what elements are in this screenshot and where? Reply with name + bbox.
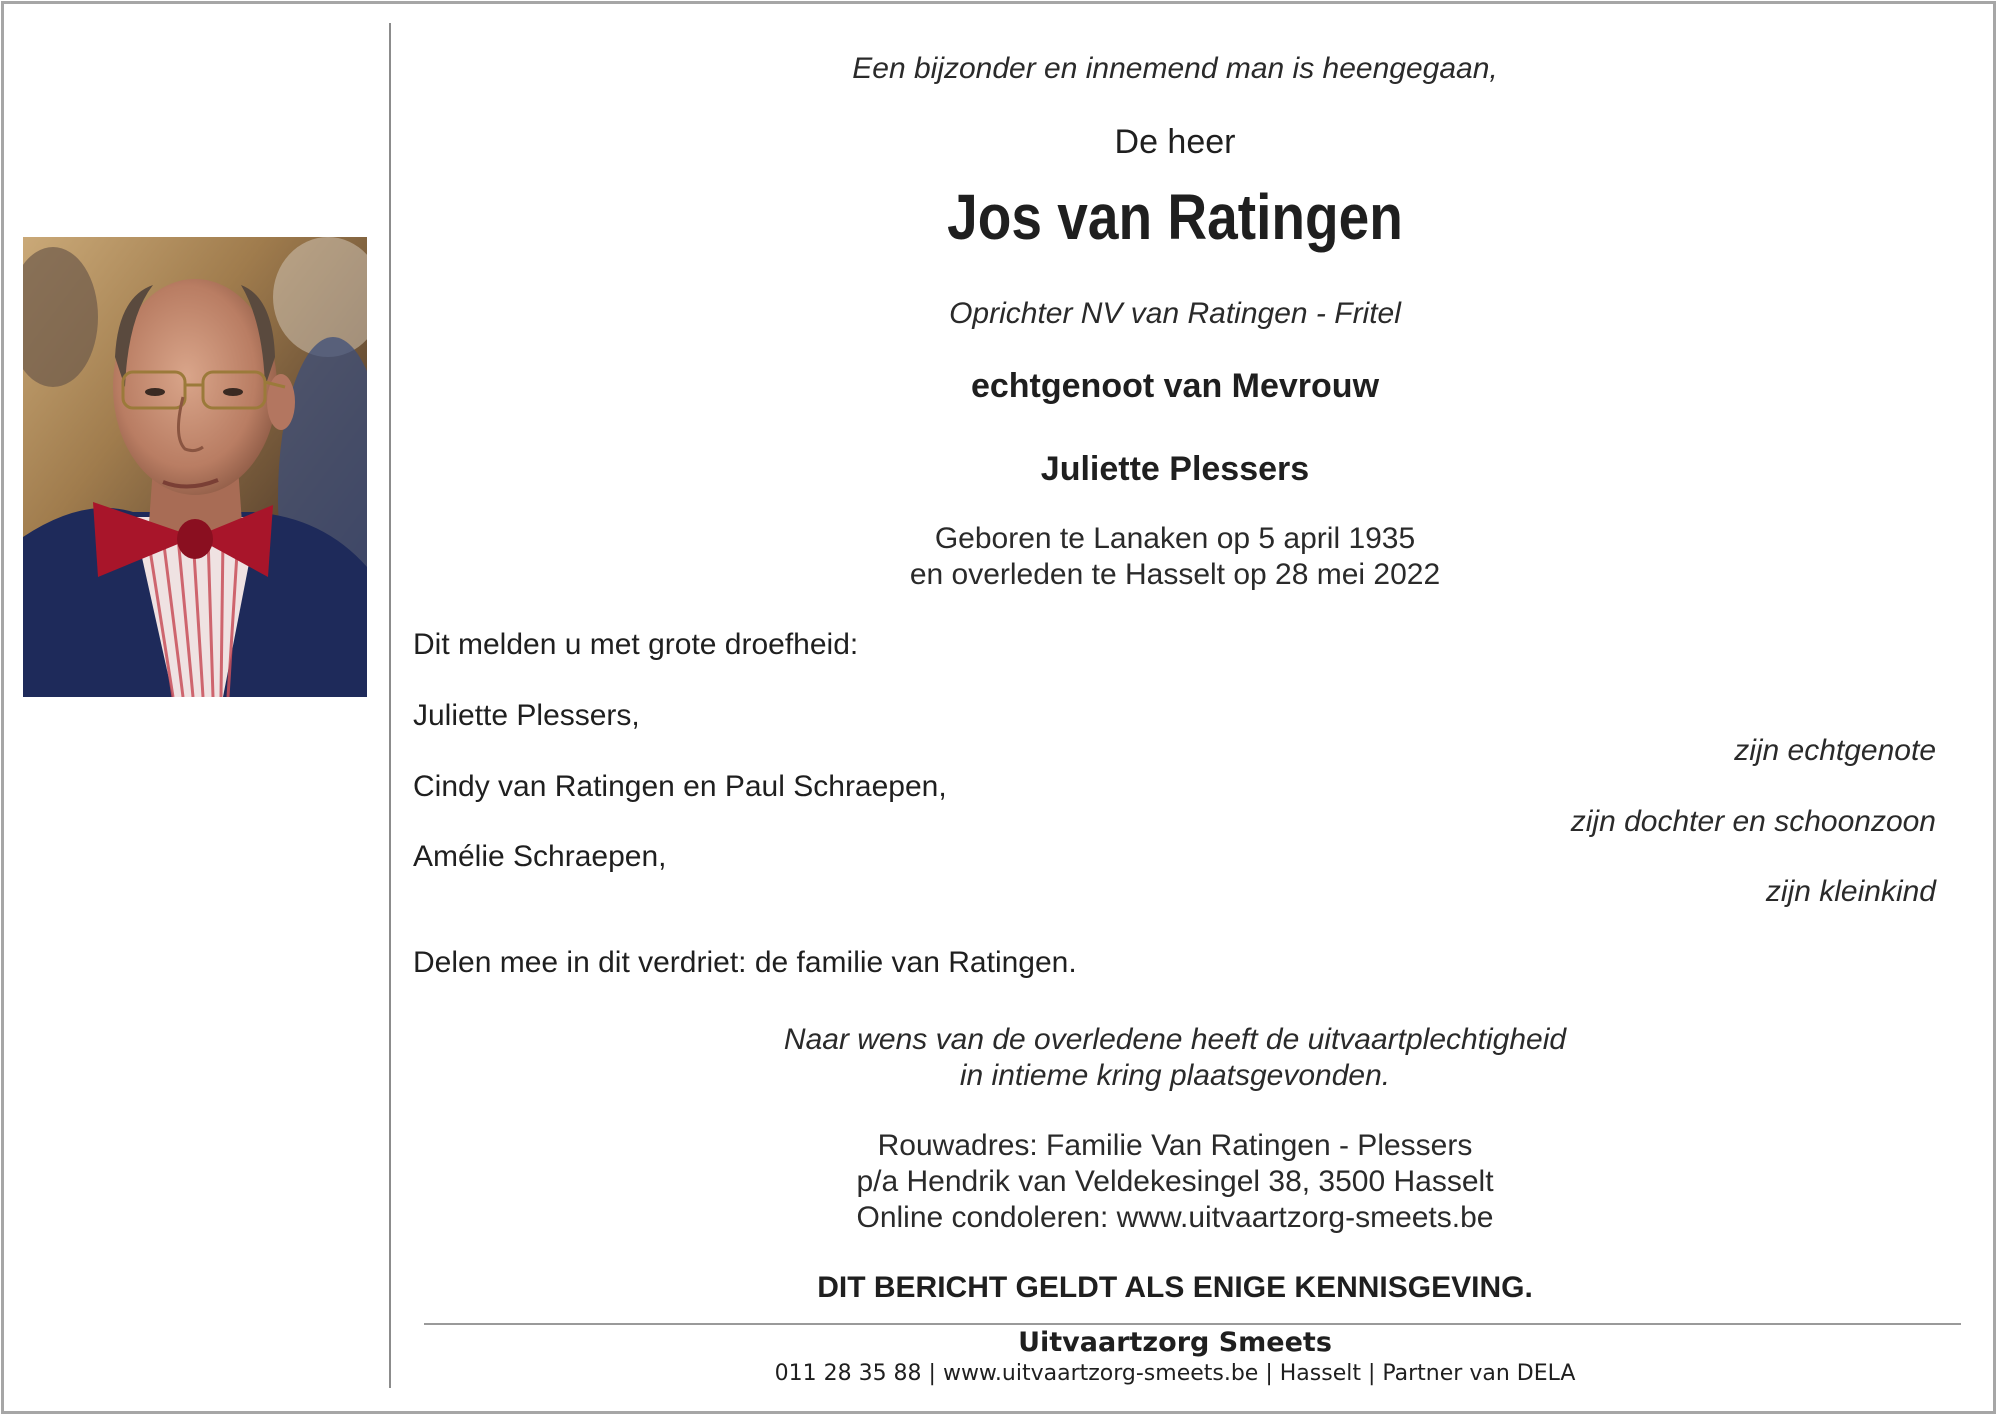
mourner-name: Juliette Plessers, [413, 699, 640, 732]
mourner-relation: zijn echtgenote [1734, 734, 1936, 767]
spouse-name: Juliette Plessers [1040, 450, 1310, 488]
ceremony-note [390, 1022, 1960, 1094]
salutation: De heer [1114, 123, 1236, 161]
closing-notice: DIT BERICHT GELDT ALS ENIGE KENNISGEVING. [817, 1271, 1533, 1304]
ceremony-line: Naar wens van de overledene heeft de uitvaartplechtigheid [783, 1023, 1567, 1056]
ceremony-line: in intieme kring plaatsgevonden. [959, 1059, 1391, 1092]
intro-line: Een bijzonder en innemend man is heengegaan, [852, 52, 1498, 85]
deceased-name: Jos van Ratingen [947, 181, 1403, 253]
mourner-relation: zijn kleinkind [1765, 875, 1936, 908]
family-line: Delen mee in dit verdriet: de familie van Ratingen. [413, 946, 1077, 979]
birth-line: Geboren te Lanaken op 5 april 1935 [934, 522, 1416, 555]
birth-death-dates [390, 521, 1960, 593]
mourner-relation: zijn dochter en schoonzoon [1570, 805, 1936, 838]
spouse-intro: echtgenoot van Mevrouw [970, 367, 1380, 405]
portrait-photo [23, 237, 367, 697]
funeral-home-contact: 011 28 35 88 | www.uitvaartzorg-smeets.be | Hasselt | Partner van DELA [774, 1361, 1576, 1386]
footer-divider [424, 1323, 1961, 1325]
mourning-address [390, 1128, 1960, 1236]
condolence-line: Online condoleren: www.uitvaartzorg-smeets.be [856, 1201, 1494, 1234]
death-line: en overleden te Hasselt op 28 mei 2022 [909, 558, 1441, 591]
mourner-name: Cindy van Ratingen en Paul Schraepen, [413, 770, 947, 803]
deceased-role: Oprichter NV van Ratingen - Fritel [949, 297, 1401, 330]
announce-intro: Dit melden u met grote droefheid: [413, 628, 859, 661]
address-line: p/a Hendrik van Veldekesingel 38, 3500 Hasselt [856, 1165, 1494, 1198]
mourner-name: Amélie Schraepen, [413, 840, 667, 873]
funeral-home-name: Uitvaartzorg Smeets [1018, 1327, 1332, 1358]
address-line: Rouwadres: Familie Van Ratingen - Plessers [877, 1129, 1473, 1162]
